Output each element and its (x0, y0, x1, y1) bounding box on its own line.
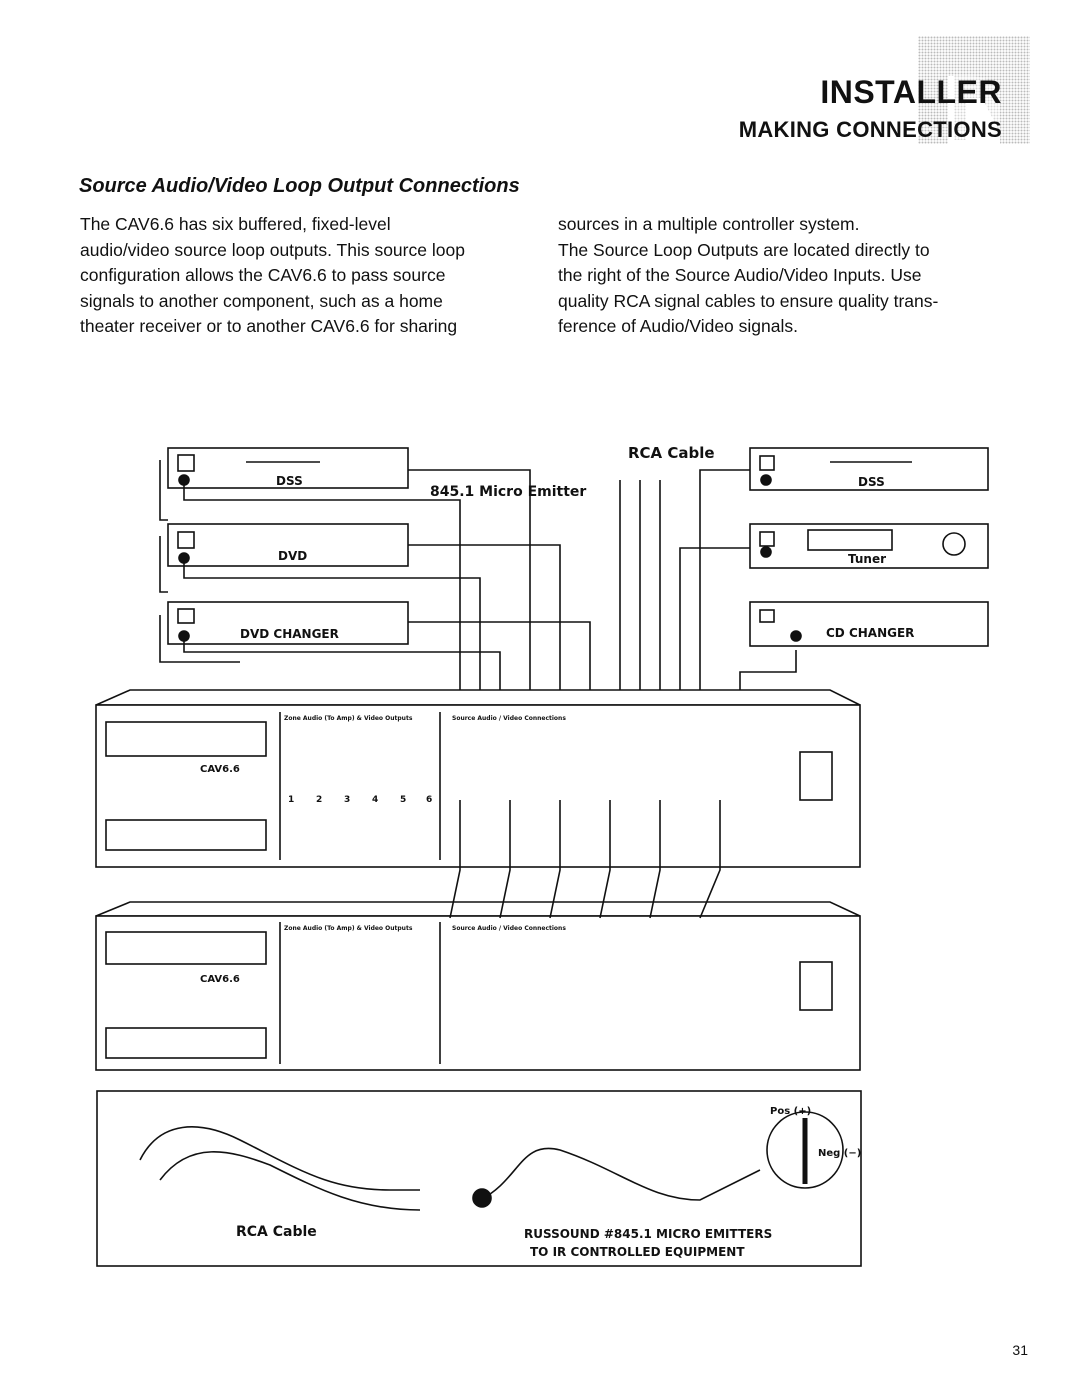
input-number: 1 (288, 795, 295, 805)
label-emitter: 845.1 Micro Emitter (430, 484, 587, 500)
label-pos: Pos (+) (770, 1106, 812, 1117)
label-source-audio-bottom: Source Audio / Video Connections (452, 925, 566, 932)
section-title: Source Audio/Video Loop Output Connections (79, 175, 520, 197)
label-source-audio-top: Source Audio / Video Connections (452, 715, 566, 722)
label-dss-left: DSS (276, 474, 303, 488)
body-line: theater receiver or to another CAV6.6 for sharing (80, 316, 458, 336)
header-title: INSTALLER (820, 74, 1002, 110)
label-rca-cable-top: RCA Cable (628, 444, 715, 462)
input-number: 6 (426, 795, 433, 805)
label-dss-right: DSS (858, 475, 885, 489)
header-subtitle: MAKING CONNECTIONS (738, 117, 1002, 142)
input-number: 5 (400, 795, 407, 805)
input-number: 3 (344, 795, 351, 805)
label-tuner: Tuner (848, 552, 887, 566)
label-dvd: DVD (278, 549, 308, 563)
label-zone-audio-top: Zone Audio (To Amp) & Video Outputs (284, 715, 413, 722)
body-line: sources in a multiple controller system. (558, 214, 860, 234)
input-number: 2 (316, 795, 323, 805)
label-unit-name-bottom: CAV6.6 (200, 974, 240, 985)
label-cd-changer: CD CHANGER (826, 626, 915, 640)
body-line: quality RCA signal cables to ensure quality trans- (558, 290, 939, 311)
label-dvd-changer: DVD CHANGER (240, 627, 339, 641)
body-line: configuration allows the CAV6.6 to pass source (80, 265, 446, 285)
body-line: signals to another component, such as a home (80, 290, 443, 311)
body-line: The CAV6.6 has six buffered, fixed-level (80, 214, 391, 234)
label-unit-name-top: CAV6.6 (200, 764, 240, 775)
page-number: 31 (1012, 1342, 1028, 1358)
label-rca-cable-bottom: RCA Cable (236, 1224, 317, 1240)
body-line: ference of Audio/Video signals. (558, 316, 798, 336)
body-line: the right of the Source Audio/Video Inputs. Use (558, 265, 922, 285)
label-zone-audio-bottom: Zone Audio (To Amp) & Video Outputs (284, 925, 413, 932)
input-number: 4 (372, 795, 379, 805)
label-neg: Neg (−) (818, 1148, 862, 1159)
label-emitters-line1: RUSSOUND #845.1 MICRO EMITTERS (524, 1227, 773, 1241)
label-emitters-line2: TO IR CONTROLLED EQUIPMENT (530, 1245, 745, 1259)
body-line: audio/video source loop outputs. This source loop (80, 239, 465, 260)
body-line: The Source Loop Outputs are located directly to (558, 239, 930, 260)
